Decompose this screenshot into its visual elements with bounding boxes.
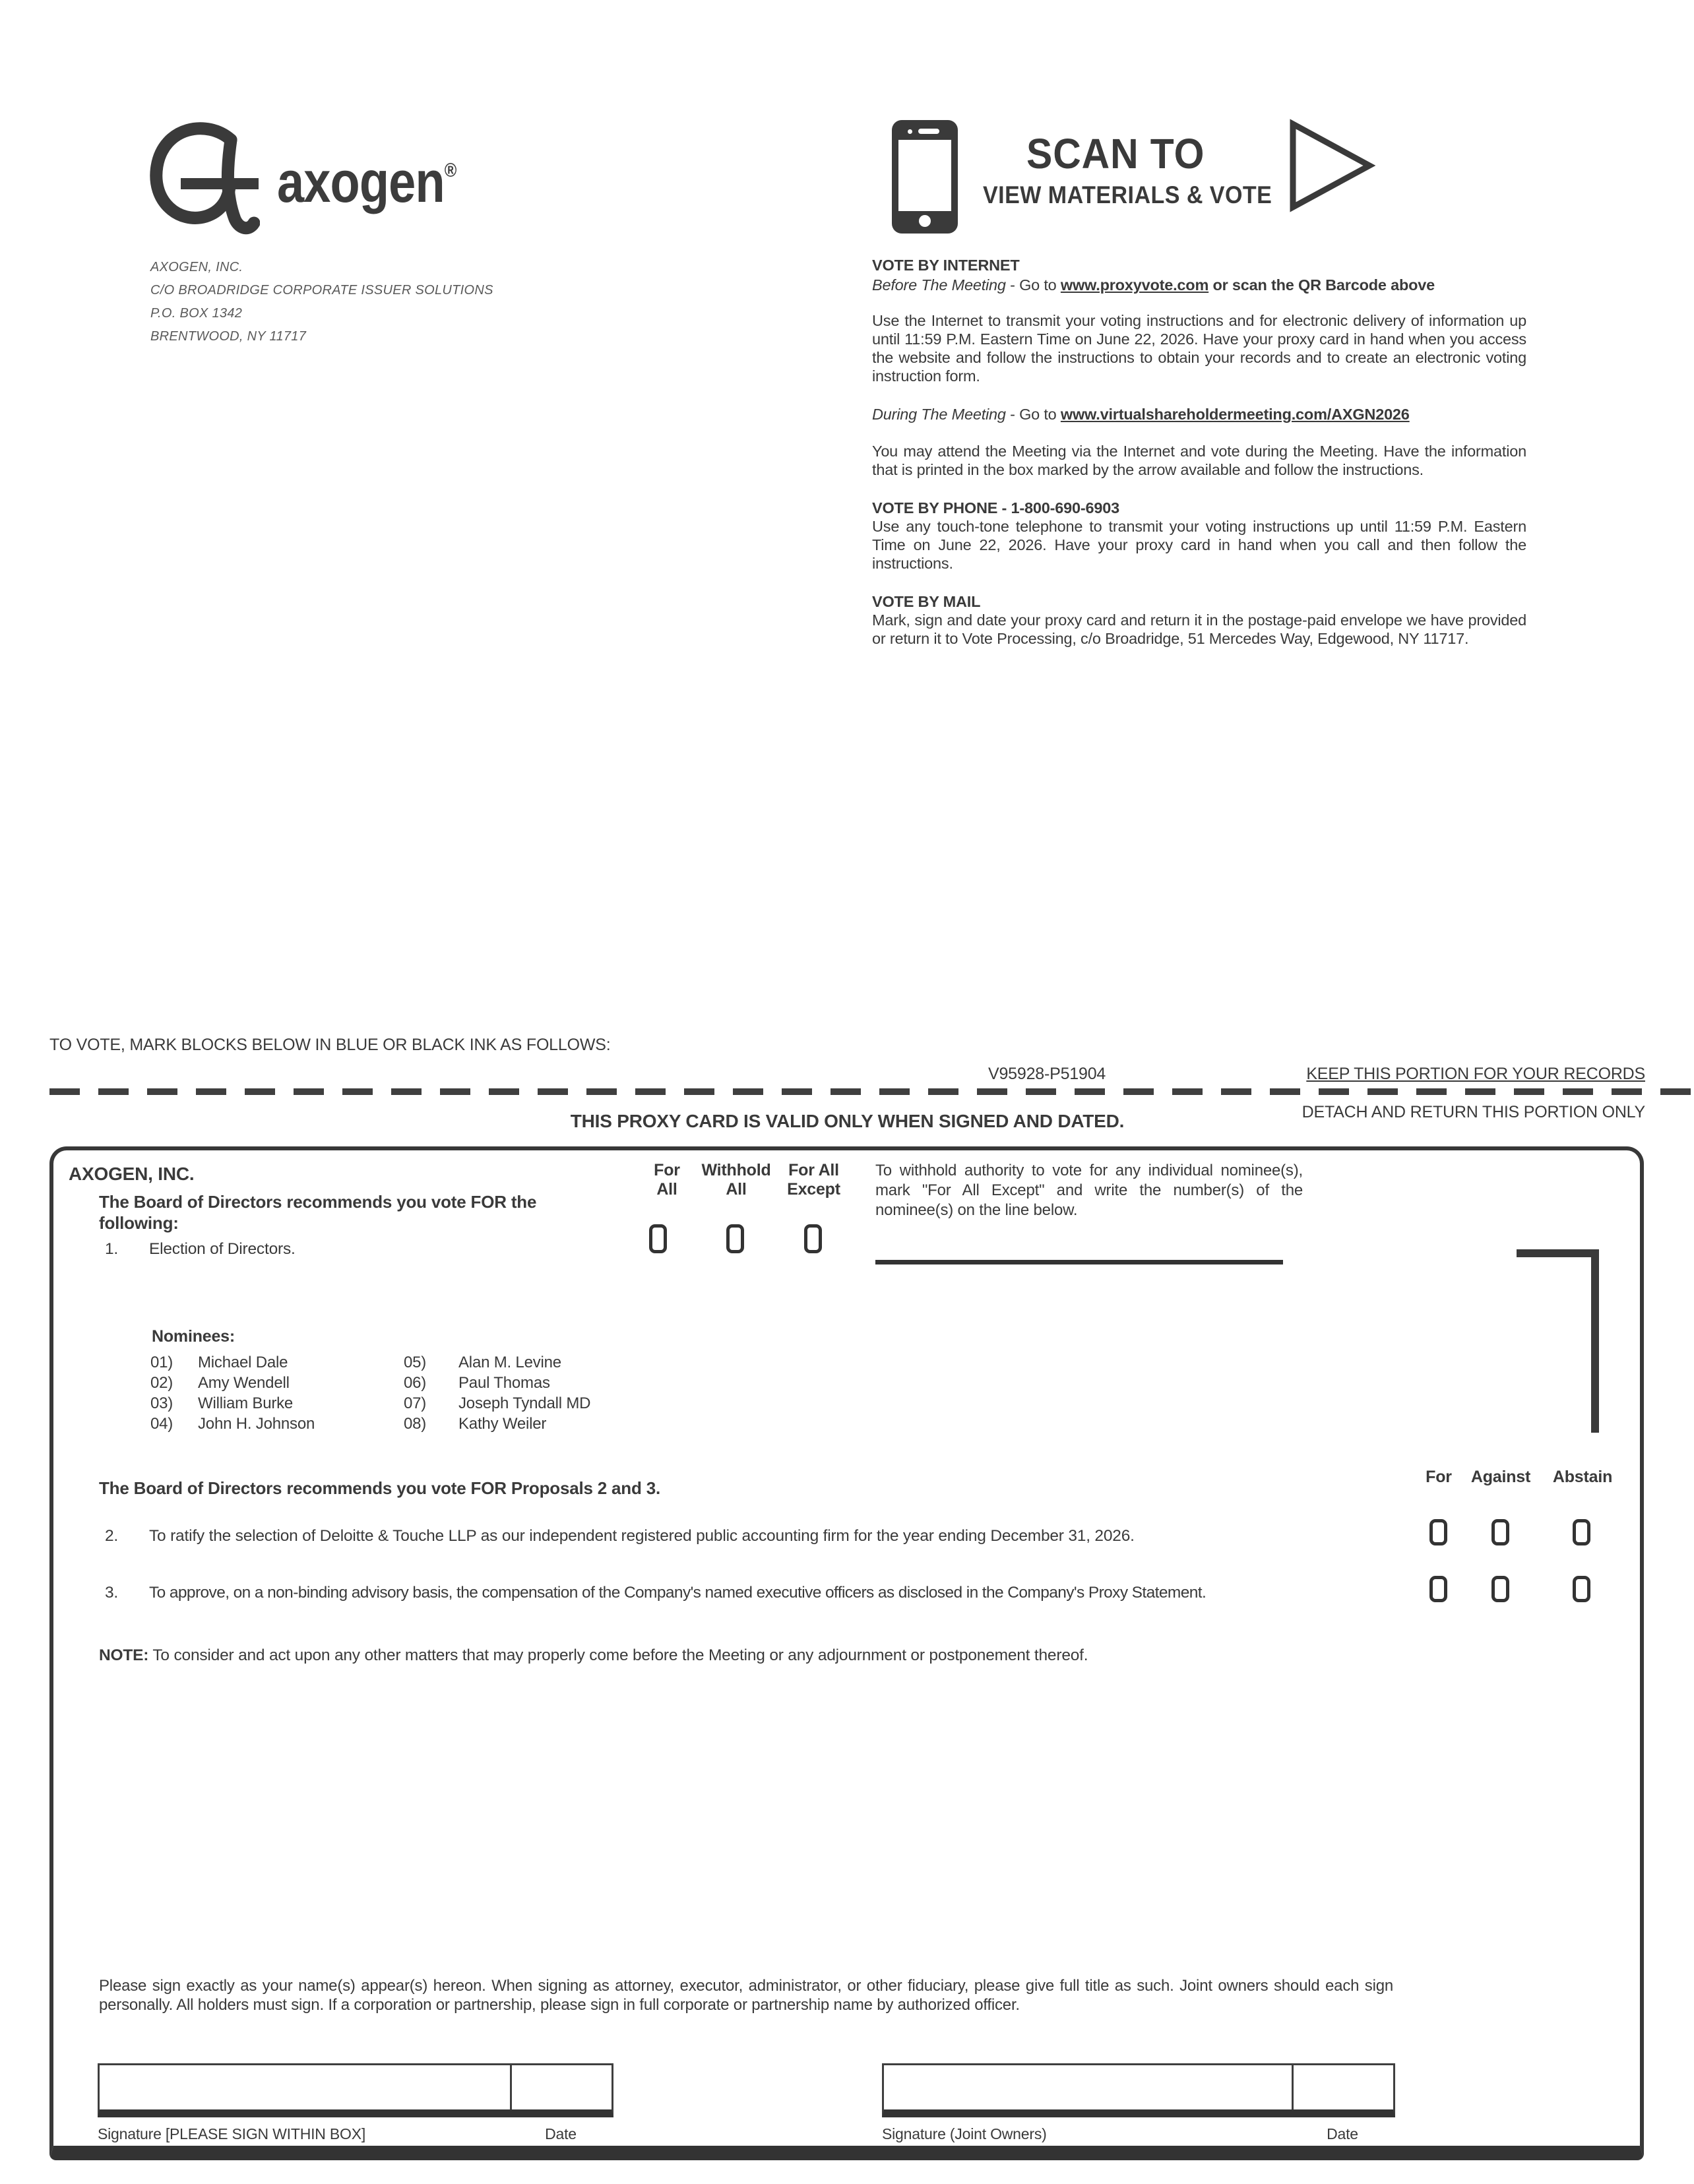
- before-meeting-tail: or scan the QR Barcode above: [1208, 276, 1435, 294]
- during-meeting-label: During The Meeting: [872, 406, 1006, 423]
- during-meeting-paragraph: You may attend the Meeting via the Internet and vote during the Meeting. Have the information that is printed in the box marked by the arrow available and follow the instructions.: [872, 443, 1526, 478]
- column-header-against: Against: [1470, 1468, 1531, 1486]
- proposal2-number: 2.: [105, 1527, 119, 1545]
- column-header-for: For: [1426, 1468, 1452, 1486]
- nominees-label: Nominees:: [152, 1327, 235, 1346]
- signature-box-joint[interactable]: [882, 2063, 1395, 2117]
- brand-wordmark: axogen®: [277, 149, 456, 214]
- detach-perforation-line: [49, 1088, 1694, 1095]
- checkbox-p3-against[interactable]: [1491, 1576, 1509, 1602]
- column-header-for-all-except: For All Except: [787, 1161, 840, 1199]
- proposal2-text: To ratify the selection of Deloitte & Touche LLP as our independent registered public accounting firm for the year ending December 31, 2026.: [149, 1527, 1135, 1545]
- before-meeting-line: [872, 276, 1526, 294]
- nominee-row: 02) Amy Wendell: [150, 1374, 290, 1392]
- checkbox-p2-against[interactable]: [1491, 1519, 1509, 1545]
- corner-mark-horizontal: [1517, 1249, 1599, 1257]
- vote-by-internet-heading: VOTE BY INTERNET: [872, 257, 1020, 274]
- date-label-primary: Date: [545, 2125, 577, 2142]
- proxyvote-link[interactable]: www.proxyvote.com: [1060, 276, 1209, 294]
- board-recommendation-2: The Board of Directors recommends you vote FOR Proposals 2 and 3.: [99, 1478, 660, 1498]
- column-header-abstain: Abstain: [1552, 1468, 1613, 1486]
- scan-to-title: SCAN TO: [1026, 130, 1205, 177]
- nominee-row: 01) Michael Dale: [150, 1354, 288, 1371]
- signature-date-divider: [510, 2065, 512, 2109]
- during-meeting-line: [872, 405, 1526, 423]
- note-label: NOTE:: [99, 1646, 149, 1664]
- proposal3-text: To approve, on a non-binding advisory basis, the compensation of the Company's named executive officers as disclosed in the Company's Proxy Statement.: [149, 1584, 1207, 1602]
- valid-when-signed-note: THIS PROXY CARD IS VALID ONLY WHEN SIGNED AND DATED.: [570, 1111, 1125, 1131]
- go-to-text: - Go to: [1005, 406, 1061, 423]
- signature-joint-label: Signature (Joint Owners): [882, 2125, 1047, 2142]
- note-text: To consider and act upon any other matters that may properly come before the Meeting or any adjournment or postponement thereof.: [148, 1646, 1088, 1664]
- checkbox-p3-for[interactable]: [1429, 1576, 1447, 1602]
- smartphone-icon: [892, 120, 958, 234]
- address-line: AXOGEN, INC.: [150, 260, 243, 274]
- control-number: V95928-P51904: [988, 1065, 1106, 1083]
- mail-instructions-paragraph: Mark, sign and date your proxy card and return it in the postage-paid envelope we have provided or return it to Vote Processing, c/o Broadridge, 51 Mercedes Way, Edgewood, NY 11717.: [872, 611, 1526, 647]
- nominee-row: 08) Kathy Weiler: [404, 1415, 547, 1433]
- internet-instructions-paragraph: Use the Internet to transmit your voting instructions and for electronic delivery of information up until 11:59 P.M. Eastern Time on June 22, 2026. Have your proxy card in hand when you access the website and follow the instructions to obtain your records and to create an electronic voting instruction form.: [872, 312, 1526, 385]
- nominee-row: 03) William Burke: [150, 1394, 294, 1412]
- proposal1-number: 1.: [105, 1240, 119, 1258]
- date-label-joint: Date: [1327, 2125, 1358, 2142]
- checkbox-p3-abstain[interactable]: [1573, 1576, 1590, 1602]
- company-logo: [146, 117, 493, 348]
- signature-box-primary[interactable]: [98, 2063, 613, 2117]
- signature-primary-label: Signature [PLEASE SIGN WITHIN BOX]: [98, 2125, 366, 2142]
- nominee-list-col2: [404, 1352, 590, 1434]
- address-line: C/O BROADRIDGE CORPORATE ISSUER SOLUTIONS: [150, 283, 493, 297]
- column-header-withhold-all: Withhold All: [701, 1161, 771, 1199]
- vote-by-phone-heading: VOTE BY PHONE - 1-800-690-6903: [872, 499, 1119, 516]
- signature-date-divider: [1292, 2065, 1294, 2109]
- signature-instructions: Please sign exactly as your name(s) appear(s) hereon. When signing as attorney, executor, administrator, or other fiduciary, please give full title as such. Joint owners should each sign personally. All holders must sign. If a corporation or partnership, please sign in full corporate or partnership name by authorized officer.: [99, 1977, 1393, 2014]
- proposal3-number: 3.: [105, 1584, 119, 1602]
- go-to-text: - Go to: [1005, 276, 1061, 294]
- return-address: [150, 256, 493, 348]
- before-meeting-label: Before The Meeting: [872, 276, 1006, 294]
- nominee-row: 05) Alan M. Levine: [404, 1354, 561, 1371]
- other-matters-note: [99, 1646, 1339, 1665]
- phone-camera-dot: [908, 129, 912, 134]
- voting-instructions: [872, 256, 1526, 648]
- for-all-except-write-in-line[interactable]: [875, 1260, 1283, 1264]
- board-recommendation-1: The Board of Directors recommends you vote FOR the following:: [99, 1192, 537, 1233]
- mark-blocks-instruction: TO VOTE, MARK BLOCKS BELOW IN BLUE OR BLACK INK AS FOLLOWS:: [49, 1036, 611, 1054]
- detach-return-note: DETACH AND RETURN THIS PORTION ONLY: [1302, 1103, 1645, 1121]
- address-line: BRENTWOOD, NY 11717: [150, 329, 307, 344]
- phone-instructions-paragraph: Use any touch-tone telephone to transmit your voting instructions up until 11:59 P.M. Eastern Time on June 22, 2026. Have your proxy card in hand when you call and then follow the instructions.: [872, 518, 1526, 572]
- registered-mark: ®: [444, 160, 456, 181]
- keep-portion-note: KEEP THIS PORTION FOR YOUR RECORDS: [1306, 1065, 1645, 1083]
- arrow-triangle-icon: [1288, 117, 1376, 217]
- card-company-name: AXOGEN, INC.: [69, 1164, 195, 1184]
- proposal1-text: Election of Directors.: [149, 1240, 296, 1258]
- checkbox-p1-for-all-except[interactable]: [804, 1224, 822, 1253]
- proxy-ballot-card: [49, 1146, 1644, 2160]
- phone-screen: [898, 140, 951, 211]
- withhold-authority-note: To withhold authority to vote for any individual nominee(s), mark "For All Except" and write the number(s) of the nominee(s) on the line below.: [875, 1162, 1303, 1219]
- checkbox-p1-for-all[interactable]: [649, 1224, 667, 1253]
- checkbox-p1-withhold-all[interactable]: [726, 1224, 744, 1253]
- nominee-row: 07) Joseph Tyndall MD: [404, 1394, 591, 1412]
- scan-to-subtitle: VIEW MATERIALS & VOTE: [983, 181, 1272, 208]
- address-line: P.O. BOX 1342: [150, 306, 243, 321]
- phone-speaker: [918, 129, 939, 134]
- nominee-list-col1: [150, 1352, 315, 1434]
- nominee-row: 06) Paul Thomas: [404, 1374, 550, 1392]
- virtual-meeting-link[interactable]: www.virtualshareholdermeeting.com/AXGN2026: [1060, 406, 1410, 423]
- nominee-row: 04) John H. Johnson: [150, 1415, 315, 1433]
- corner-mark-vertical: [1591, 1249, 1599, 1433]
- column-header-for-all: For All: [654, 1161, 680, 1199]
- axogen-logo-mark-icon: [146, 117, 260, 247]
- phone-home-button: [919, 215, 931, 227]
- proposal1-column-headers: [634, 1161, 855, 1199]
- checkbox-p2-for[interactable]: [1429, 1519, 1447, 1545]
- vote-by-mail-heading: VOTE BY MAIL: [872, 593, 981, 610]
- checkbox-p2-abstain[interactable]: [1573, 1519, 1590, 1545]
